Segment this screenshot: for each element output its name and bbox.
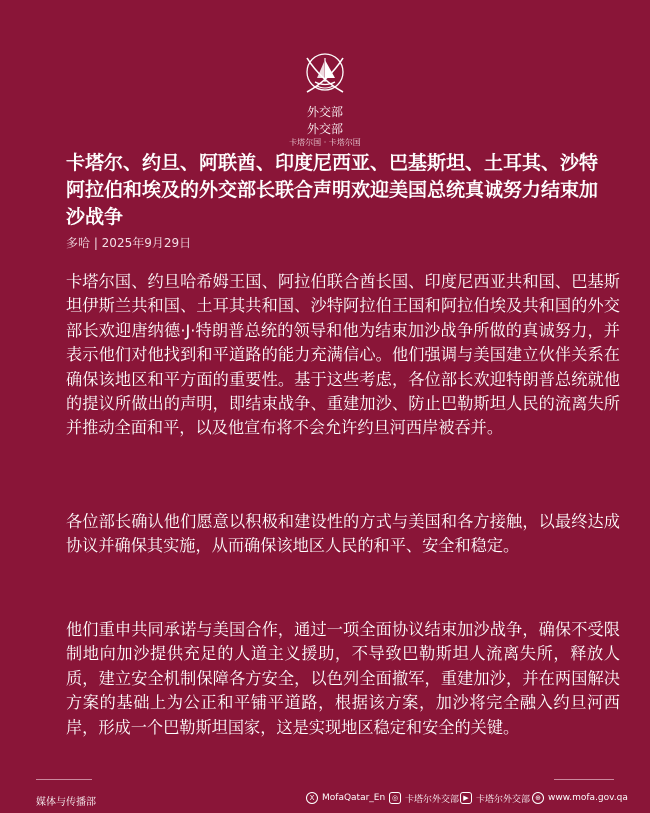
dateline: 多哈 | 2025年9月29日 bbox=[66, 236, 192, 250]
footer-divider-right bbox=[554, 779, 614, 780]
instagram-icon: ◎ bbox=[389, 792, 401, 804]
youtube-handle: 卡塔尔外交部 bbox=[476, 794, 531, 805]
x-handle: MofaQatar_En bbox=[322, 793, 386, 803]
social-instagram-link[interactable] bbox=[389, 791, 459, 805]
body-paragraph-2: 各位部长确认他们愿意以积极和建设性的方式与美国和各方接触，以最终达成协议并确保其实施，从而确保该地区人民的和平、安全和稳定。 bbox=[66, 512, 620, 556]
ministry-name-line1: 外交部 bbox=[306, 105, 343, 119]
website-link[interactable] bbox=[532, 791, 628, 805]
instagram-handle: 卡塔尔外交部 bbox=[405, 794, 460, 805]
state-name: 卡塔尔国 · 卡塔尔国 bbox=[289, 138, 361, 147]
social-youtube-link[interactable] bbox=[460, 791, 530, 805]
social-x-link[interactable] bbox=[306, 791, 385, 805]
footer-divider-left bbox=[36, 779, 92, 780]
x-logo-icon: X bbox=[306, 792, 318, 804]
website-url: www.mofa.gov.qa bbox=[548, 793, 628, 803]
body-paragraph-1: 卡塔尔国、约旦哈希姆王国、阿拉伯联合酋长国、印度尼西亚共和国、巴基斯坦伊斯兰共和国、土耳其共和国、沙特阿拉伯王国和阿拉伯埃及共和国的外交部长欢迎唐纳德·J·特朗普总统的领导和他为结束加沙战争所做的真诚努力，并表示他们对他找到和平道路的能力充满信心。他们强调与美国建立伙伴关系在确保该地区和平方面的重要性。基于这些考虑，各位部长欢迎特朗普总统就他的提议所做出的声明，即结束战争、重建加沙、防止巴勒斯坦人民的流离失所并推动全面和平，以及他宣布将不会允许约旦河西岸被吞并。 bbox=[66, 272, 620, 438]
qatar-emblem-icon bbox=[295, 52, 355, 100]
youtube-icon: ▶ bbox=[460, 792, 472, 804]
department-label: 媒体与传播部 bbox=[36, 797, 96, 808]
globe-icon: ⊕ bbox=[532, 792, 544, 804]
body-paragraph-3: 他们重申共同承诺与美国合作，通过一项全面协议结束加沙战争，确保不受限制地向加沙提供充足的人道主义援助，不导致巴勒斯坦人流离失所，释放人质，建立安全机制保障各方安全，以色列全面撤军，重建加沙，并在两国解决方案的基础上为公正和平铺平道路，根据该方案，加沙将完全融入约旦河西岸，形成一个巴勒斯坦国家，这是实现地区稳定和安全的关键。 bbox=[66, 620, 620, 737]
statement-title: 卡塔尔、约旦、阿联酋、印度尼西亚、巴基斯坦、土耳其、沙特阿拉伯和埃及的外交部长联合声明欢迎美国总统真诚努力结束加沙战争 bbox=[66, 152, 599, 228]
ministry-name-line2: 外交部 bbox=[306, 122, 343, 136]
